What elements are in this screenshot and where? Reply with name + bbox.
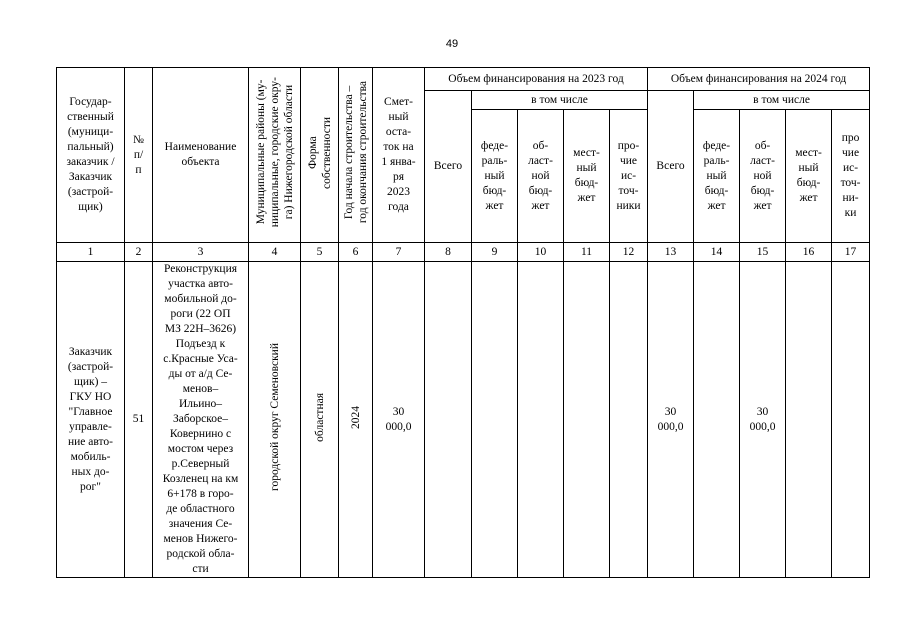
header-total-2024: Всего [648, 91, 694, 243]
row-regional-2024: 30 000,0 [740, 262, 786, 578]
page-number: 49 [445, 38, 459, 50]
header-funding-2023: Объем финансирования на 2023 год [425, 68, 648, 91]
row-local-2024 [786, 262, 832, 578]
row-ownership: областная [313, 392, 326, 442]
header-funding-2024: Объем финансирования на 2024 год [648, 68, 870, 91]
header-years-cell [339, 68, 373, 243]
row-federal-2024 [694, 262, 740, 578]
column-number: 1 [57, 243, 125, 262]
header-regional-2024: об- ласт- ной бюд- жет [740, 110, 786, 243]
column-number: 11 [564, 243, 610, 262]
header-districts-cell [249, 68, 301, 243]
column-number: 5 [301, 243, 339, 262]
header-object-name: Наименование объекта [153, 68, 249, 243]
row-other-2023 [610, 262, 648, 578]
header-other-2024: про чие ис- точ- ни- ки [832, 110, 870, 243]
column-number: 13 [648, 243, 694, 262]
header-federal-2024: феде- раль- ный бюд- жет [694, 110, 740, 243]
column-number: 6 [339, 243, 373, 262]
column-number: 8 [425, 243, 472, 262]
header-local-2023: мест- ный бюд- жет [564, 110, 610, 243]
header-estimated-balance: Смет- ный оста- ток на 1 янва- ря 2023 года [373, 68, 425, 243]
row-estimated-balance: 30 000,0 [373, 262, 425, 578]
header-districts: Муниципальные районы (му- ниципальные, городские окру- га) Нижегородской области [254, 77, 295, 228]
row-regional-2023 [518, 262, 564, 578]
row-district-cell [249, 262, 301, 578]
column-numbers-row [57, 243, 870, 262]
header-including-2023: в том числе [472, 91, 648, 110]
column-number: 2 [125, 243, 153, 262]
column-number: 15 [740, 243, 786, 262]
header-row-1 [57, 68, 870, 91]
row-ownership-cell [301, 262, 339, 578]
row-district: городской округ Семеновский [268, 343, 281, 491]
header-total-2023: Всего [425, 91, 472, 243]
row-local-2023 [564, 262, 610, 578]
header-customer: Государ- ственный (муници- пальный) заказчик / Заказчик (застрой- щик) [57, 68, 125, 243]
header-local-2024: мест- ный бюд- жет [786, 110, 832, 243]
column-number: 14 [694, 243, 740, 262]
header-years: Год начала строительства – год окончания строительства [342, 81, 369, 224]
row-years-cell [339, 262, 373, 578]
row-years: 2024 [349, 405, 362, 429]
column-number: 9 [472, 243, 518, 262]
header-ownership-cell [301, 68, 339, 243]
column-number: 3 [153, 243, 249, 262]
header-other-2023: про- чие ис- точ- ники [610, 110, 648, 243]
column-number: 16 [786, 243, 832, 262]
row-customer: Заказчик (застрой- щик) – ГКУ НО "Главное управле- ние авто- мобиль- ных до- рог" [57, 262, 125, 578]
investment-program-table [56, 67, 870, 578]
row-number: 51 [125, 262, 153, 578]
header-including-2024: в том числе [694, 91, 870, 110]
column-number: 10 [518, 243, 564, 262]
column-number: 7 [373, 243, 425, 262]
header-federal-2023: феде- раль- ный бюд- жет [472, 110, 518, 243]
column-number: 12 [610, 243, 648, 262]
header-row-number: № п/ п [125, 68, 153, 243]
row-total-2023 [425, 262, 472, 578]
row-federal-2023 [472, 262, 518, 578]
column-number: 4 [249, 243, 301, 262]
header-regional-2023: об- ласт- ной бюд- жет [518, 110, 564, 243]
header-ownership: Форма собственности [306, 116, 333, 189]
column-number: 17 [832, 243, 870, 262]
row-total-2024: 30 000,0 [648, 262, 694, 578]
row-other-2024 [832, 262, 870, 578]
table-row [57, 262, 870, 578]
row-object-name: Реконструкция участка авто- мобильной до- роги (22 ОП МЗ 22Н–3626) Подъезд к с.Красные Уса- ды от а/д Се- менов– Ильино– Заборское– Ковернино с мостом через р.Северный Козленец на км 6+178 в горо- де областного значения Се- менов Нижего- родской обла- сти [153, 262, 249, 578]
